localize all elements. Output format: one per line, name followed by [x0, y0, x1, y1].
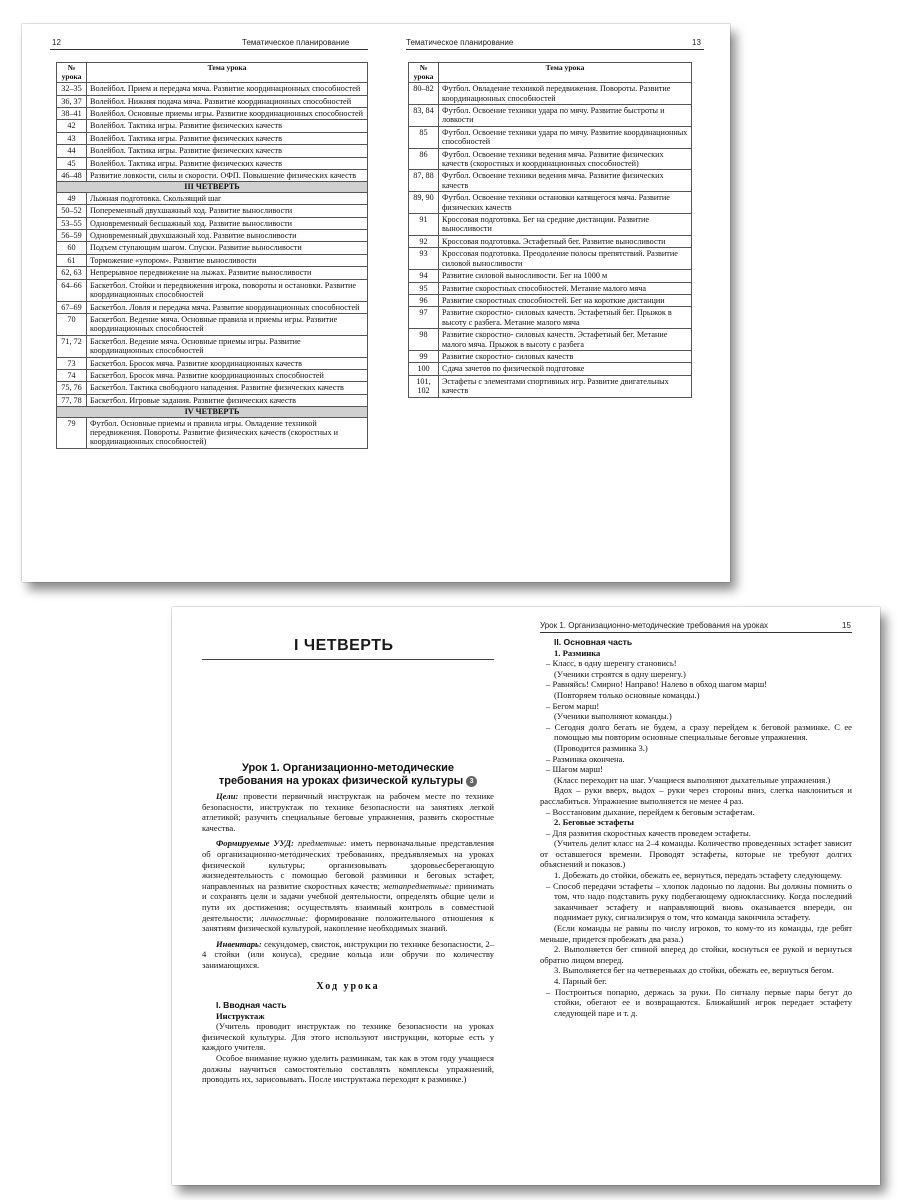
bottom-book-spread: [172, 607, 880, 1185]
table-row: [409, 350, 692, 362]
lesson-number: 60: [57, 242, 87, 254]
table-row: [409, 329, 692, 351]
table-row: [57, 205, 368, 217]
table-row: [57, 335, 368, 357]
lesson-topic: Кроссовая подготовка. Бег на средние дистанции. Развитие выносливости: [439, 214, 692, 236]
running-header: Тематическое планирование: [406, 38, 514, 47]
lesson-number: 45: [57, 157, 87, 169]
lesson-number: 74: [57, 369, 87, 381]
text-line: 1. Добежать до стойки, обежать ее, вернуться, передать эстафету следующему.: [554, 870, 843, 881]
text-line: – Равняйсь! Смирно! Направо! Налево в обход шагом марш!: [546, 679, 768, 690]
lesson-body: [202, 791, 494, 1085]
lesson-topic: Волейбол. Тактика игры. Развитие физических качеств: [87, 157, 368, 169]
paragraph: (Учитель проводит инструктаж по технике безопасности на уроках физической культуры. Для этого используют инструкции, которые есть у каждого учителя.: [202, 1021, 494, 1053]
lesson-topic: Развитие ловкости, силы и скорости. ОФП. Повышение физических качеств: [87, 170, 368, 182]
lesson-topic: Футбол. Освоение техники остановки катящегося мяча. Развитие физических качеств: [439, 192, 692, 214]
lesson-title-line: Урок 1. Организационно-методические: [242, 762, 454, 774]
part-heading: II. Основная часть: [554, 637, 633, 647]
lesson-title: [202, 762, 494, 788]
uud-label: Формируемые УУД:: [216, 838, 294, 849]
page-number: 15: [842, 621, 851, 630]
text-line: (Повторяем только основные команды.): [554, 689, 700, 700]
lesson-title-line: требования на уроках физической культуры: [218, 775, 464, 787]
page-number: 12: [52, 38, 61, 47]
lesson-number: 70: [57, 313, 87, 335]
table-row: [57, 217, 368, 229]
lesson-topic: Кроссовая подготовка. Эстафетный бег. Развитие выносливости: [439, 235, 692, 247]
inventory-label: Инвентарь:: [216, 938, 262, 949]
table-row: [57, 170, 368, 182]
warmup-lines: [540, 658, 852, 817]
lesson-number: 36, 37: [57, 95, 87, 107]
text-line: (Учитель делит класс на 2–4 команды. Количество проведенных эстафет зависит от оставшегося времени. Проводят эстафеты, которые не требуют долгих объяснений и показов.): [540, 838, 852, 870]
quarter-row: [57, 407, 368, 417]
lesson-course-heading: Ход урока: [316, 980, 380, 992]
lesson-topic: Баскетбол. Бросок мяча. Развитие координационных способностей: [87, 369, 368, 381]
lesson-topic: Одновременный бесшажный ход. Развитие выносливости: [87, 217, 368, 229]
lesson-topic: Волейбол. Прием и передача мяча. Развитие координационных способностей: [87, 83, 368, 95]
lesson-topic: Баскетбол. Стойки и передвижения игрока, повороты и остановки. Развитие координационных способностей: [87, 279, 368, 301]
lesson-number: 93: [409, 248, 439, 270]
lesson-topic: Футбол. Основные приемы и правила игры. Овладение техникой передвижения. Повороты. Развитие физических качеств (скоростных и координационных способностей): [87, 417, 368, 448]
lesson-topic: Развитие скоростных способностей. Бег на короткие дистанции: [439, 294, 692, 306]
table-row: [57, 120, 368, 132]
header-rule: [406, 49, 704, 50]
running-header: Тематическое планирование: [242, 38, 350, 47]
text-line: – Построиться попарно, держась за руки. По сигналу первые пары бегут до стойки, обегают ее и возвращаются. Ближайший игрок передает эстафету следующей паре и т. д.: [546, 986, 852, 1018]
lesson-topic: Развитие скоростно- силовых качеств. Эстафетный бег. Метание малого мяча. Прыжок в высоту с разбега: [439, 329, 692, 351]
lesson-number: 43: [57, 132, 87, 144]
text-line: (Ученики выполняют команды.): [554, 711, 672, 722]
lesson-number: 38–41: [57, 108, 87, 120]
inventory-paragraph: [202, 939, 494, 971]
lesson-number: 80–82: [409, 83, 439, 105]
lesson-topic: Баскетбол. Бросок мяча. Развитие координационных качеств: [87, 357, 368, 369]
lesson-topic: Одновременный двухшажный ход. Развитие выносливости: [87, 230, 368, 242]
lesson-number: 96: [409, 294, 439, 306]
uud-personal-text: формирование положительного отношения к занятиям физической культурой, накопление необходимых знаний.: [202, 912, 494, 934]
table-row: [409, 192, 692, 214]
table-row: [409, 270, 692, 282]
table-row: [57, 417, 368, 448]
lesson-topic: Непрерывное передвижение на лыжах. Развитие выносливости: [87, 267, 368, 279]
goals-text: провести первичный инструктаж на рабочем месте по технике безопасности, инструктаж по технике безопасности на занятиях легкой атлетикой; разучить специальные беговые упражнения, развить скоростные качества.: [202, 791, 494, 833]
header-rule: [540, 632, 852, 633]
lesson-number: 92: [409, 235, 439, 247]
quarter-row: [57, 182, 368, 192]
quarter-title: I ЧЕТВЕРТЬ: [294, 637, 394, 654]
lesson-number: 98: [409, 329, 439, 351]
paragraph: Особое внимание нужно уделить разминкам, так как в этом году учащиеся должны научиться самостоятельно составлять комплексы упражнений, проводить их, зарисовывать. После инструктажа переходят к разминке.): [202, 1053, 494, 1085]
lesson-number: 44: [57, 145, 87, 157]
lesson-number: 94: [409, 270, 439, 282]
text-line: (Ученики строятся в одну шеренгу.): [554, 668, 686, 679]
table-row: [409, 363, 692, 375]
goals-label: Цели:: [216, 791, 239, 801]
text-line: – Разминка окончена.: [546, 753, 625, 764]
table-row: [57, 254, 368, 266]
text-line: – Способ передачи эстафеты – хлопок ладонью по ладони. Вы должны помнить о том, что надо подставить руку подбегающему однокласснику. Когда последний заканчивает эстафету и направляющий вновь оказывается впереди, он поднимает руку, сигнализируя о том, что команда закончила эстафету.: [546, 880, 852, 923]
table-row: [57, 132, 368, 144]
uud-paragraph: [202, 838, 494, 933]
lesson-number: 32–35: [57, 83, 87, 95]
lesson-number: 75, 76: [57, 382, 87, 394]
lesson-number: 101, 102: [409, 375, 439, 397]
lesson-topic: Волейбол. Тактика игры. Развитие физических качеств: [87, 145, 368, 157]
uud-subject-label: предметные:: [298, 838, 347, 849]
table-row: [57, 145, 368, 157]
lesson-number: 86: [409, 148, 439, 170]
lesson-plan-table: [408, 62, 692, 398]
lesson-topic: Баскетбол. Тактика свободного нападения. Развитие физических качеств: [87, 382, 368, 394]
lesson-number: 95: [409, 282, 439, 294]
uud-subject-text: иметь первоначальные представления об организационно-методических требованиях, предъявляемых на уроках физической культуры; организовывать здоровьесберегающую жизнедеятельность с помощью беговой разминки и беговых эстафет, направленных на развитие скоростных качеств;: [202, 838, 494, 891]
lesson-topic: Футбол. Освоение техники удара по мячу. Развитие быстроты и ловкости: [439, 105, 692, 127]
lesson-topic: Подъем ступающим шагом. Спуски. Развитие выносливости: [87, 242, 368, 254]
table-row: [57, 230, 368, 242]
text-line: 2. Выполняется бег спиной вперед до стойки, коснуться ее рукой и вернуться обратно лицом вперед.: [540, 944, 852, 965]
lesson-topic: Попеременный двухшажный ход. Развитие выносливости: [87, 205, 368, 217]
text-line: (Класс переходит на шаг. Учащиеся выполняют дыхательные упражнения.): [554, 774, 831, 785]
lesson-topic: Развитие скоростных способностей. Метание малого мяча: [439, 282, 692, 294]
part-heading: I. Вводная часть: [216, 1000, 287, 1011]
text-line: – Класс, в одну шеренгу становись!: [546, 658, 677, 669]
table-row: [57, 267, 368, 279]
table-row: [409, 235, 692, 247]
table-row: [57, 301, 368, 313]
lesson-topic: Футбол. Освоение техники удара по мячу. Развитие координационных способностей: [439, 126, 692, 148]
lesson-number: 56–59: [57, 230, 87, 242]
lesson-topic: Эстафеты с элементами спортивных игр. Развитие двигательных качеств: [439, 375, 692, 397]
lesson-number: 61: [57, 254, 87, 266]
goals-paragraph: [202, 791, 494, 833]
text-line: 4. Парный бег.: [554, 976, 607, 986]
lesson-topic: Волейбол. Тактика игры. Развитие физических качеств: [87, 132, 368, 144]
text-line: Вдох – руки вверх, выдох – руки через стороны вниз, слегка наклониться и расслабиться. Упражнение выполняется не менее 4 раз.: [540, 785, 852, 806]
table-row: [409, 282, 692, 294]
quarter-label: III ЧЕТВЕРТЬ: [57, 182, 368, 192]
lesson-topic: Баскетбол. Ведение мяча. Основные приемы игры. Развитие координационных способностей: [87, 335, 368, 357]
lesson-number: 42: [57, 120, 87, 132]
lesson-number: 79: [57, 417, 87, 448]
lesson-plan-table: [56, 62, 368, 449]
lesson-topic: Баскетбол. Ловля и передача мяча. Развитие координационных способностей: [87, 301, 368, 313]
table-row: [57, 369, 368, 381]
table-row: [57, 394, 368, 406]
subsection-heading: 1. Разминка: [554, 647, 601, 658]
lesson-topic: Волейбол. Тактика игры. Развитие физических качеств: [87, 120, 368, 132]
lesson-topic: Торможение «упором». Развитие выносливости: [87, 254, 368, 266]
subsection-heading: 2. Беговые эстафеты: [554, 817, 635, 828]
column-header-topic: Тема урока: [87, 63, 368, 83]
lesson-topic: Футбол. Освоение техники ведения мяча. Развитие физических качеств (скоростных и координационных способностей): [439, 148, 692, 170]
lesson-topic: Баскетбол. Игровые задания. Развитие физических качеств: [87, 394, 368, 406]
table-row: [409, 375, 692, 397]
table-row: [409, 248, 692, 270]
table-row: [409, 126, 692, 148]
lesson-topic: Волейбол. Нижняя подача мяча. Развитие координационных способностей: [87, 95, 368, 107]
uud-meta-label: метапредметные:: [383, 880, 452, 891]
lesson-body: [540, 637, 852, 1018]
lesson-number: 64–66: [57, 279, 87, 301]
lesson-number: 46–48: [57, 170, 87, 182]
subsection-heading: Инструктаж: [216, 1010, 265, 1021]
column-header-topic: Тема урока: [439, 63, 692, 83]
table-row: [57, 95, 368, 107]
table-row: [409, 170, 692, 192]
table-row: [409, 214, 692, 236]
lesson-number: 49: [57, 192, 87, 204]
lesson-number: 89, 90: [409, 192, 439, 214]
table-row: [57, 83, 368, 95]
lesson-number: 73: [57, 357, 87, 369]
top-book-spread: [22, 24, 730, 582]
table-row: [57, 357, 368, 369]
lesson-number: 85: [409, 126, 439, 148]
uud-personal-label: личностные:: [260, 912, 309, 923]
lesson-number: 62, 63: [57, 267, 87, 279]
table-row: [409, 105, 692, 127]
header-rule: [50, 49, 368, 50]
text-line: – Для развития скоростных качеств проведем эстафеты.: [546, 827, 751, 838]
text-line: – Бегом марш!: [546, 700, 600, 711]
lesson-number: 97: [409, 307, 439, 329]
table-row: [409, 307, 692, 329]
lesson-number: 53–55: [57, 217, 87, 229]
text-line: (Если команды не равны по числу игроков, то кому-то из команды, где ребят меньше, придется пробежать два раза.): [540, 923, 852, 944]
text-line: – Восстановим дыхание, перейдем к беговым эстафетам.: [546, 806, 755, 817]
table-row: [57, 242, 368, 254]
inventory-text: секундомер, свисток, инструкции по технике безопасности, 2–4 стойки (или конуса), средние кольца или обручи по количеству занимающихся.: [202, 938, 494, 970]
page-15: [526, 607, 880, 1185]
table-row: [57, 108, 368, 120]
lesson-topic: Лыжная подготовка. Скользящий шаг: [87, 192, 368, 204]
lesson-topic: Сдача зачетов по физической подготовке: [439, 363, 692, 375]
lesson-topic: Футбол. Освоение техники ведения мяча. Развитие физических качеств: [439, 170, 692, 192]
text-line: – Сегодня долго бегать не будем, а сразу перейдем к беговой разминке. С ее помощью мы повторим основные специальные беговые упражнения.: [546, 721, 852, 743]
table-row: [409, 83, 692, 105]
table-row: [409, 148, 692, 170]
text-line: – Шагом марш!: [546, 764, 603, 775]
lesson-topic: Волейбол. Основные приемы игры. Развитие координационных способностей: [87, 108, 368, 120]
lesson-number: 91: [409, 214, 439, 236]
lesson-number: 67–69: [57, 301, 87, 313]
disc-number-badge: 3: [466, 776, 477, 787]
table-row: [57, 192, 368, 204]
title-rule: [202, 659, 494, 660]
lesson-number: 77, 78: [57, 394, 87, 406]
lesson-topic: Футбол. Овладение техникой передвижения. Повороты. Развитие координационных способностей: [439, 83, 692, 105]
table-row: [57, 382, 368, 394]
column-header-number: № урока: [409, 63, 439, 83]
lesson-number: 71, 72: [57, 335, 87, 357]
lesson-number: 99: [409, 350, 439, 362]
lesson-topic: Кроссовая подготовка. Преодоление полосы препятствий. Развитие силовой выносливости: [439, 248, 692, 270]
lesson-topic: Развитие скоростно- силовых качеств: [439, 350, 692, 362]
table-row: [57, 157, 368, 169]
text-line: (Проводится разминка 3.): [554, 742, 648, 753]
table-row: [409, 294, 692, 306]
text-line: 3. Выполняется бег на четвереньках до стойки, обежать ее, вернуться бегом.: [554, 965, 834, 976]
lesson-topic: Развитие скоростно- силовых качеств. Эстафетный бег. Прыжок в высоту с разбега. Метание малого мяча: [439, 307, 692, 329]
page-number: 13: [692, 38, 701, 47]
lesson-topic: Баскетбол. Ведение мяча. Основные правила и приемы игры. Развитие координационных способностей: [87, 313, 368, 335]
relay-lines: [540, 828, 852, 1019]
table-row: [57, 313, 368, 335]
lesson-number: 50–52: [57, 205, 87, 217]
lesson-number: 87, 88: [409, 170, 439, 192]
lesson-number: 100: [409, 363, 439, 375]
quarter-label: IV ЧЕТВЕРТЬ: [57, 407, 368, 417]
running-header: Урок 1. Организационно-методические требования на уроках: [540, 621, 769, 630]
uud-meta-text: принимать и сохранять цели и задачи учебной деятельности, определять общие цели и пути их достижения; осуществлять взаимный контроль в совместной деятельности;: [202, 880, 494, 923]
column-header-number: № урока: [57, 63, 87, 83]
page-12: [22, 24, 376, 582]
page-13: [376, 24, 730, 582]
page-14: [172, 607, 526, 1185]
lesson-number: 83, 84: [409, 105, 439, 127]
table-row: [57, 279, 368, 301]
lesson-topic: Развитие силовой выносливости. Бег на 1000 м: [439, 270, 692, 282]
